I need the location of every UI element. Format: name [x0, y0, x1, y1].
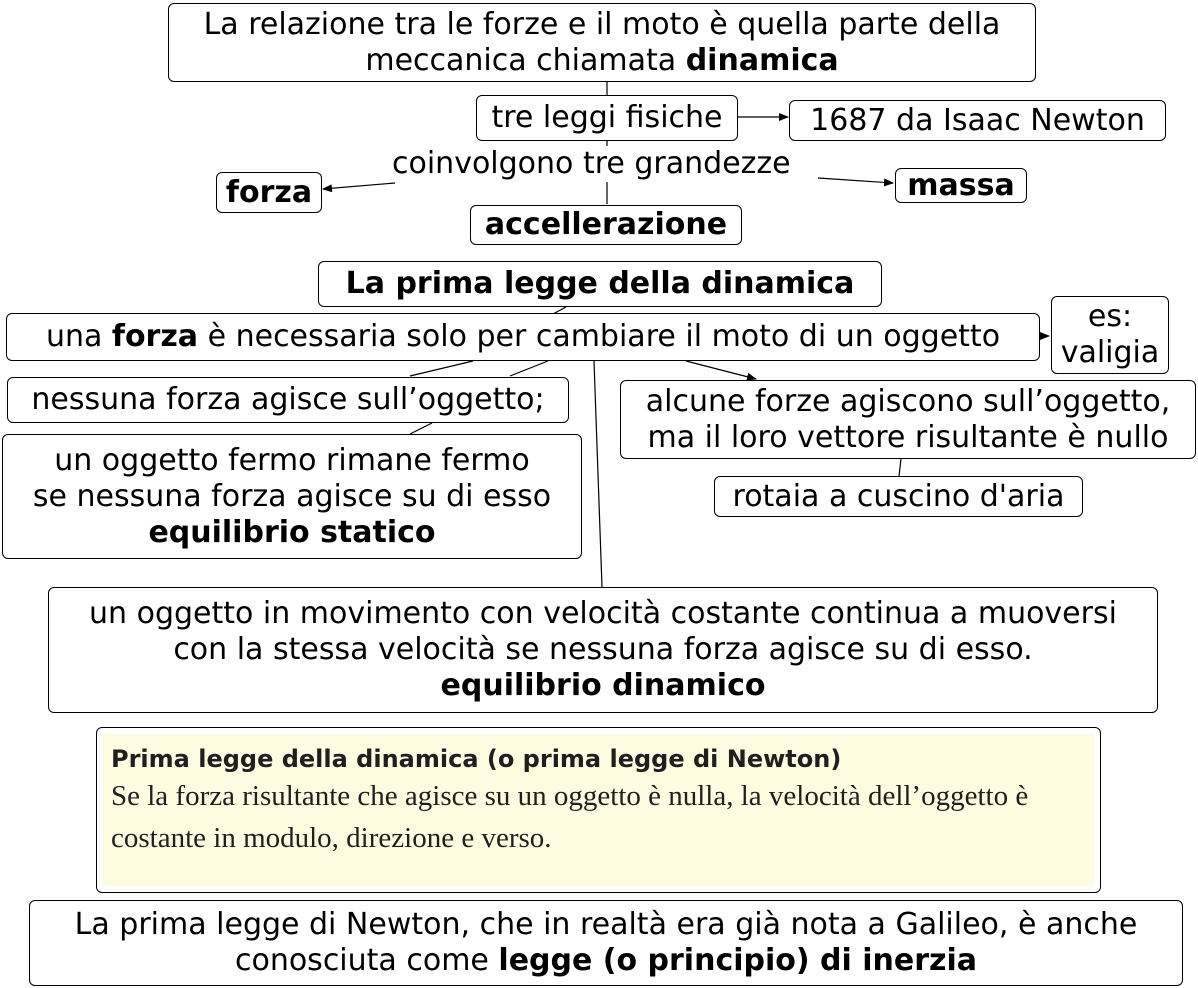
prima-legge-node[interactable]: La prima legge della dinamica	[318, 261, 882, 307]
alcune-forze-line1: alcune forze agiscono sull’oggetto,	[645, 383, 1171, 419]
una-forza-keyword: forza	[111, 319, 199, 354]
newton-date-node[interactable]: 1687 da Isaac Newton	[789, 100, 1166, 141]
una-forza-node[interactable]	[6, 313, 1040, 361]
link-nessuna-fermo	[410, 423, 432, 434]
rotaia-node[interactable]: rotaia a cuscino d'aria	[714, 476, 1083, 517]
link-coinvolgono-massa	[818, 178, 893, 183]
excerpt-title: Prima legge della dinamica (o prima legge di Newton)	[111, 745, 842, 773]
tre-leggi-node[interactable]: tre leggi fisiche	[476, 95, 738, 141]
una-forza-pre: una	[45, 319, 112, 354]
excerpt-image	[103, 734, 1094, 886]
accellerazione-node[interactable]: accellerazione	[470, 205, 742, 245]
link-unaforza-fermo	[510, 361, 548, 376]
inerzia-line2: conosciuta come	[234, 943, 499, 978]
esempio-line1: es:	[1087, 299, 1133, 334]
oggetto-movimento-node[interactable]	[48, 587, 1158, 713]
root-keyword: dinamica	[685, 42, 839, 78]
link-coinvolgono-forza	[323, 183, 395, 189]
oggetto-movimento-line2: con la stessa velocità se nessuna forza agisce su di esso.	[173, 632, 1033, 667]
esempio-line2: valigia	[1060, 335, 1160, 370]
link-unaforza-movimento	[594, 361, 602, 587]
root-line1: La relazione tra le forze e il moto è quella parte della	[203, 6, 1001, 42]
inerzia-keyword: legge (o principio) di inerzia	[498, 943, 978, 978]
oggetto-fermo-keyword: equilibrio statico	[148, 514, 436, 550]
nessuna-forza-node[interactable]: nessuna forza agisce sull’oggetto;	[7, 377, 569, 423]
oggetto-movimento-keyword: equilibrio dinamico	[440, 668, 766, 703]
oggetto-fermo-line1: un oggetto fermo rimane fermo	[54, 442, 530, 478]
link-unaforza-alcune	[686, 361, 756, 379]
coinvolgono-label: coinvolgono tre grandezze	[392, 146, 791, 181]
massa-node[interactable]: massa	[895, 168, 1027, 203]
alcune-forze-node[interactable]	[620, 380, 1196, 459]
oggetto-movimento-line1: un oggetto in movimento con velocità costante continua a muoversi	[89, 596, 1117, 631]
inerzia-node[interactable]	[29, 900, 1183, 986]
link-unaforza-nessuna	[410, 361, 473, 376]
root-node[interactable]	[168, 3, 1036, 82]
oggetto-fermo-line2: se nessuna forza agisce su di esso	[32, 478, 552, 514]
una-forza-post: è necessaria solo per cambiare il moto di un oggetto	[198, 319, 1001, 354]
link-alcune-rotaia	[899, 459, 901, 476]
alcune-forze-line2: ma il loro vettore risultante è nullo	[647, 419, 1169, 455]
oggetto-fermo-node[interactable]	[2, 434, 582, 559]
root-line2: meccanica chiamata	[365, 42, 686, 78]
esempio-node[interactable]	[1051, 296, 1169, 374]
excerpt-node[interactable]	[96, 727, 1101, 893]
forza-node[interactable]: forza	[216, 172, 322, 213]
excerpt-text: Se la forza risultante che agisce su un oggetto è nulla, la velocità dell’oggetto è costante in modulo, direzione e verso.	[111, 780, 1029, 855]
inerzia-line1: La prima legge di Newton, che in realtà era già nota a Galileo, è anche	[74, 907, 1138, 942]
